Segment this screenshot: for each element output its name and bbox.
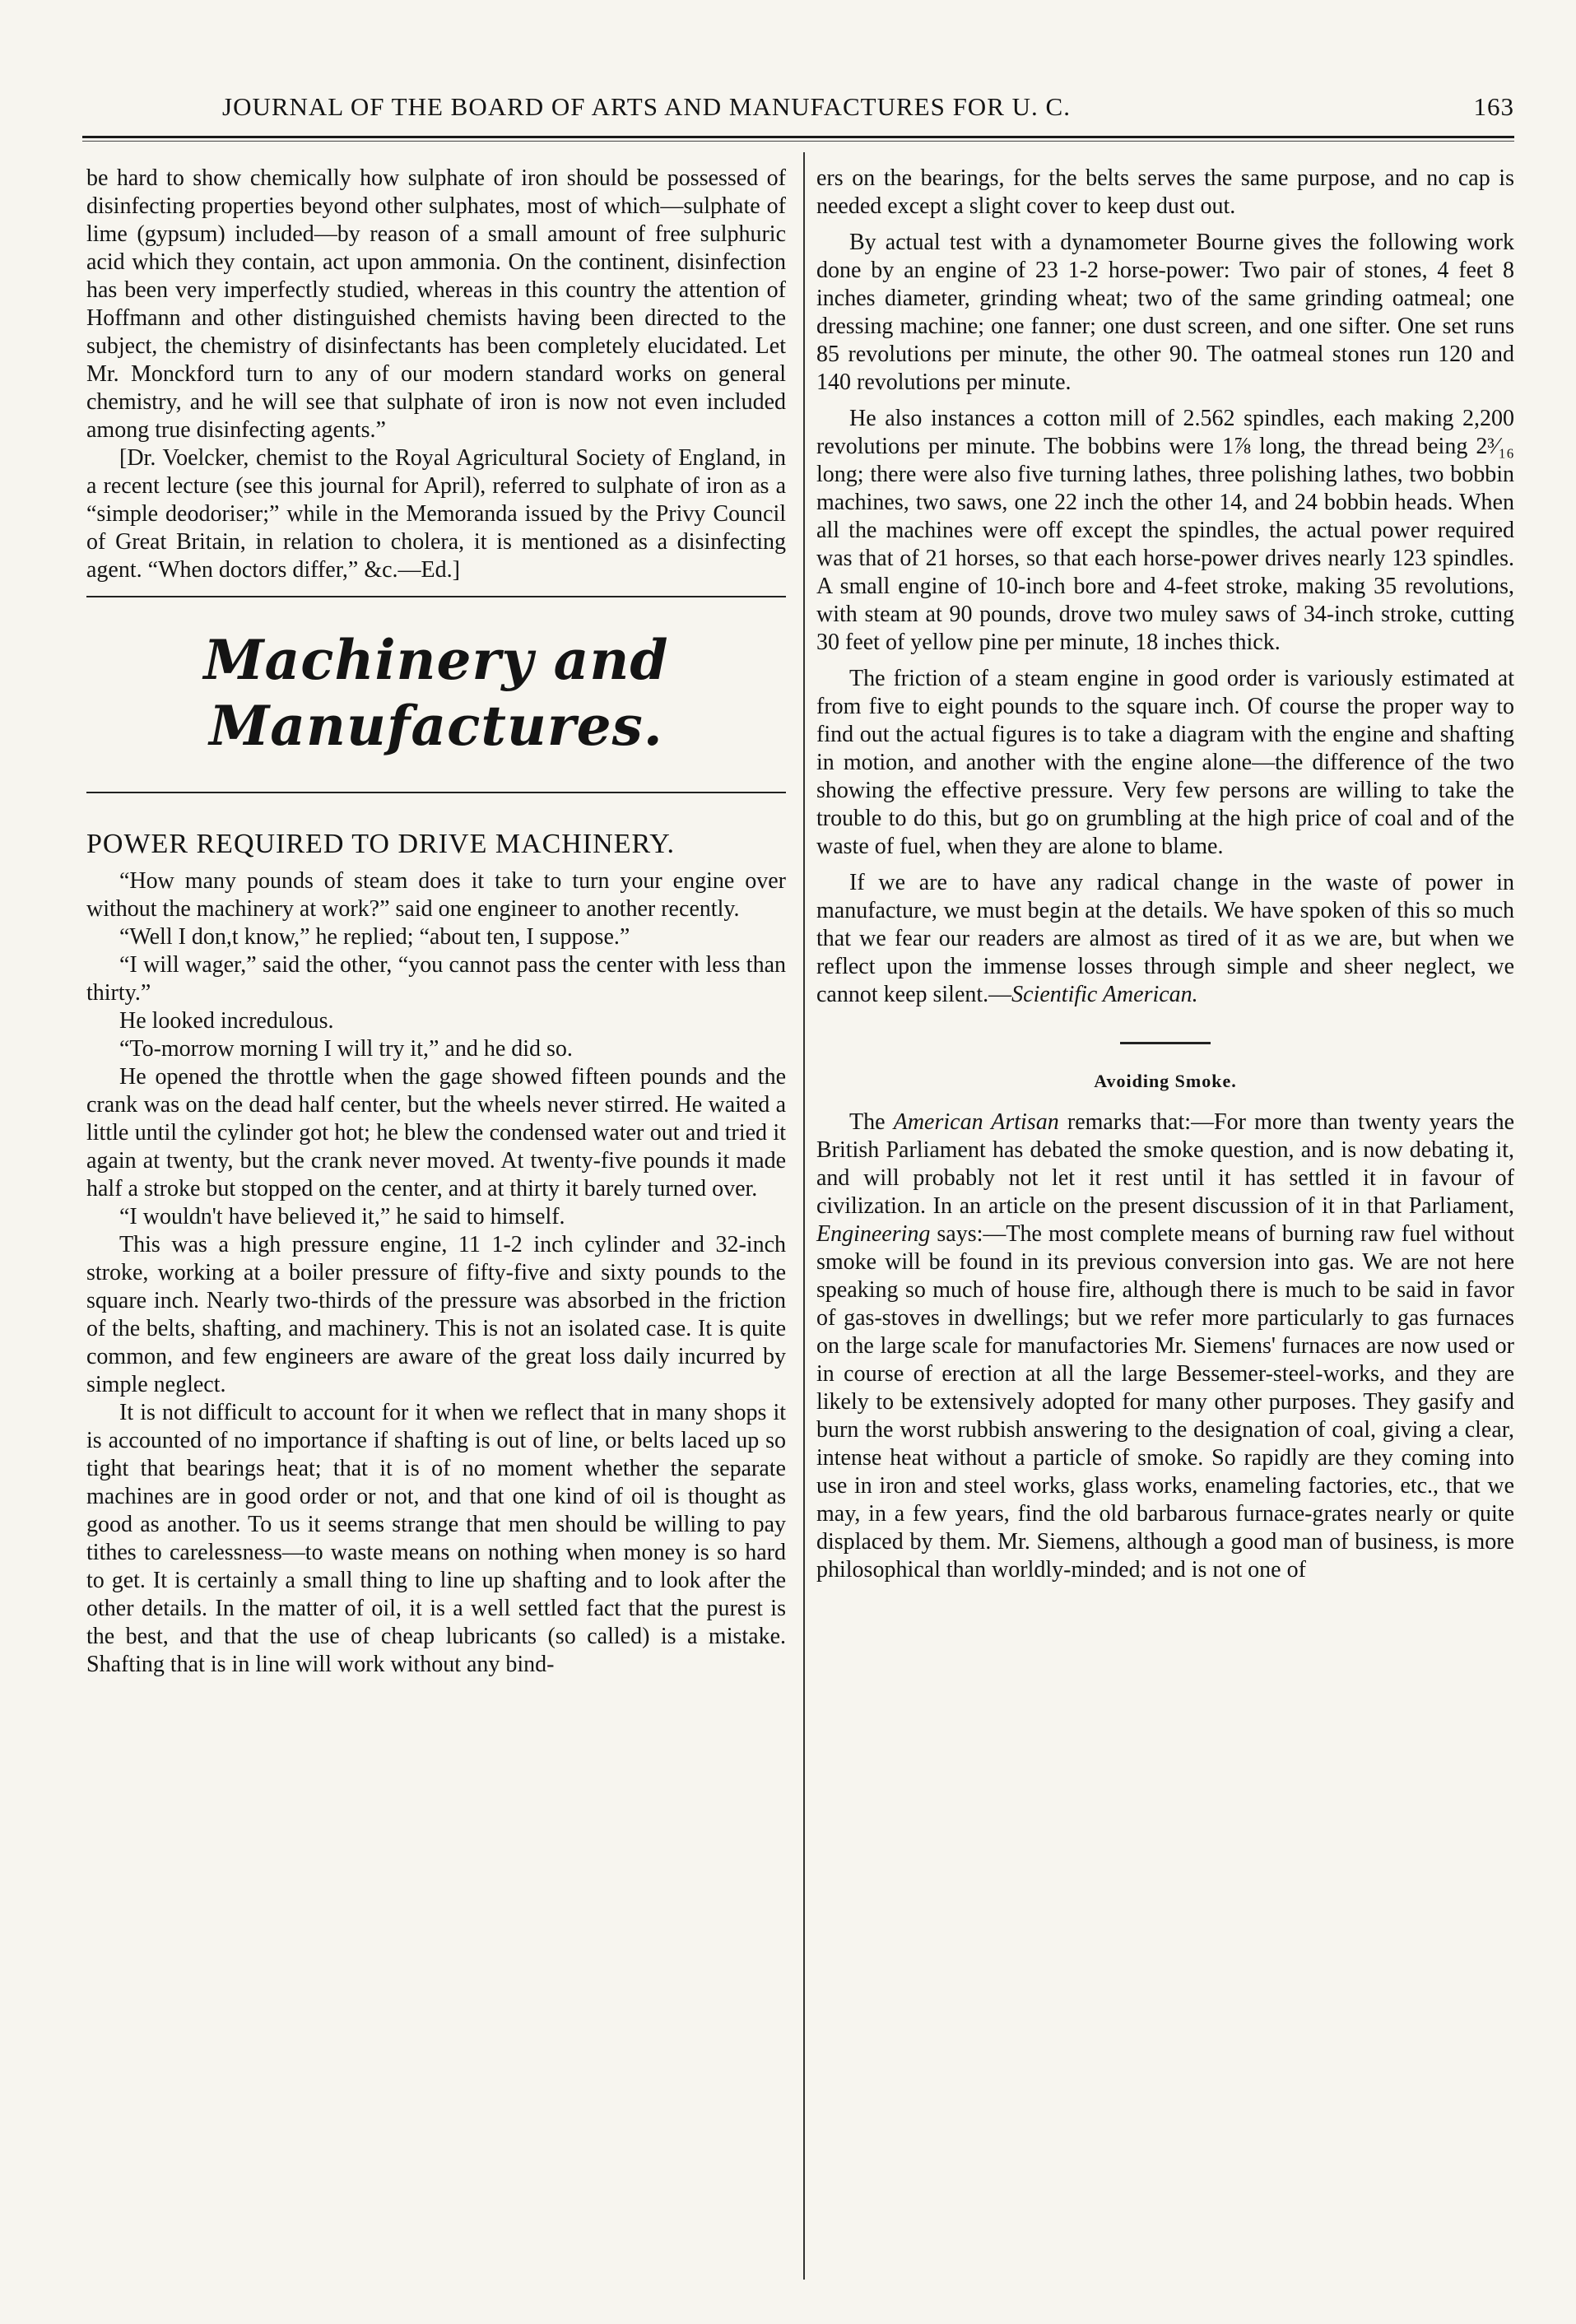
- subheading: Avoiding Smoke.: [1094, 1071, 1237, 1091]
- paragraph: He also instances a cotton mill of 2.562 spindles, each making 2,200 revolutions per minute. The bobbins were 1⅞ long, the thread being 2³⁄₁₆ long; there were also five turning lathes, three polishing lathes, two bobbin machines, two saws, one 22 inch the other 14, and 24 bobbin heads. When all the machines were off except the spindles, the actual power required was that of 21 horses, so that each horse-power drives nearly 123 spindles. A small engine of 10-inch bore and 4-feet stroke, making 35 revolutions, with steam at 90 pounds, drove two muley saws of 34-inch stroke, cutting 30 feet of yellow pine per minute, 18 inches thick.: [816, 406, 1514, 655]
- paragraph: “Well I don,t know,” he replied; “about ten, I suppose.”: [119, 924, 630, 950]
- paragraph: ers on the bearings, for the belts serves the same purpose, and no cap is needed except a slight cover to keep dust out.: [816, 165, 1514, 219]
- left-column: [86, 165, 786, 1679]
- paragraph: “I wouldn't have believed it,” he said to himself.: [119, 1204, 565, 1229]
- paragraph-text: If we are to have any radical change in the waste of power in manufacture, we must begin at the details. We have spoken of this so much that we fear our readers are almost as tired of it as we are, but when we reflect upon the immense losses through simple and sheer neglect, we cannot keep silent.—: [816, 870, 1514, 1007]
- paragraph: “How many pounds of steam does it take to turn your engine over without the machinery at work?” said one engineer to another recently.: [86, 868, 786, 922]
- page-number: 163: [1473, 92, 1514, 121]
- header-rule: [82, 136, 1514, 142]
- publication-name: Engineering: [816, 1221, 931, 1247]
- paragraph: By actual test with a dynamometer Bourne gives the following work done by an engine of 23 1-2 horse-power: Two pair of stones, 4 feet 8 inches diameter, grinding wheat; two of the same grinding oatmeal; one dressing machine; one fanner; one dust screen, and one sifter. One set runs 85 revolutions per minute, the other 90. The oatmeal stones run 120 and 140 revolutions per minute.: [816, 230, 1514, 395]
- text-run: remarks that:—For more than twenty years the British Parliament has debated the smoke question, and is now debating it, and will probably not let it rest until it has settled it in favour of civilization. In an article on the present discussion of it in that Parliament,: [816, 1109, 1515, 1219]
- paragraph: “To-morrow morning I will try it,” and he did so.: [119, 1036, 573, 1062]
- paragraph: He opened the throttle when the gage showed fifteen pounds and the crank was on the dead half center, but the wheels never stirred. He waited a little until the cylinder got hot; he blew the condensed water out and tried it again at twenty, but the crank never moved. At twenty-five pounds it made half a stroke but stopped on the center, and at thirty it barely turned over.: [86, 1064, 786, 1202]
- text-run: The: [849, 1109, 894, 1135]
- paragraph: This was a high pressure engine, 11 1-2 inch cylinder and 32-inch stroke, working at a boiler pressure of fifty-five and sixty pounds to the square inch. Nearly two-thirds of the pressure was absorbed in the friction of the belts, shafting, and machinery. This is not an isolated case. It is quite common, and few engineers are aware of the great loss daily incurred by simple neglect.: [86, 1232, 786, 1397]
- source-credit: Scientific American.: [1011, 982, 1198, 1007]
- short-divider: [1120, 1042, 1211, 1044]
- paragraph: “I will wager,” said the other, “you cannot pass the center with less than thirty.”: [86, 952, 786, 1006]
- paragraph: He looked incredulous.: [119, 1008, 334, 1034]
- editor-note: [Dr. Voelcker, chemist to the Royal Agricultural Society of England, in a recent lecture (see this journal for April), referred to sulphate of iron as a “simple deodoriser;” while in the Memoranda issued by the Privy Council of Great Britain, in relation to cholera, it is mentioned as a disinfecting agent. “When doctors differ,” &c.—Ed.]: [86, 445, 786, 583]
- right-column: [816, 165, 1514, 1584]
- column-divider: [803, 152, 805, 2280]
- divider: [86, 596, 786, 597]
- section-heading: Machinery and Manufactures.: [203, 628, 669, 758]
- journal-title: JOURNAL OF THE BOARD OF ARTS AND MANUFACTURES FOR U. C.: [222, 92, 1071, 121]
- paragraph: [816, 869, 1514, 1009]
- paragraph: [816, 1109, 1514, 1584]
- publication-name: American Artisan: [893, 1109, 1059, 1135]
- paragraph: be hard to show chemically how sulphate of iron should be possessed of disinfecting properties beyond other sulphates, most of which—sulphate of lime (gypsum) included—by reason of a small amount of free sulphuric acid which they contain, act upon ammonia. On the continent, disinfection has been very imperfectly studied, whereas in this country the attention of Hoffmann and other distinguished chemists having been directed to the subject, the chemistry of disinfectants has been completely elucidated. Let Mr. Monckford turn to any of our modern standard works on general chemistry, and he will see that sulphate of iron is now not even included among true disinfecting agents.”: [86, 165, 786, 443]
- paragraph: It is not difficult to account for it when we reflect that in many shops it is accounted of no importance if shafting is out of line, or belts laced up so tight that bearings heat; that it is of no moment whether the separate machines are in good order or not, and that one kind of oil is thought as good as another. To us it seems strange that men should be willing to pay tithes to carelessness—to waste means on nothing when money is so hard to get. It is certainly a small thing to line up shafting and to look after the other details. In the matter of oil, it is a well settled fact that the purest is the best, and that the use of cheap lubricants (so called) is a mistake. Shafting that is in line will work without any bind-: [86, 1400, 786, 1677]
- paragraph: The friction of a steam engine in good order is variously estimated at from five to eight pounds to the square inch. Of course the proper way to find out the actual figures is to take a diagram with the engine and shafting in motion, and another with the engine alone—the difference of the two showing the effective pressure. Very few persons are willing to take the trouble to do this, but go on grumbling at the high price of coal and of the waste of fuel, when they are alone to blame.: [816, 666, 1514, 859]
- article-title: POWER REQUIRED TO DRIVE MACHINERY.: [86, 829, 675, 859]
- divider: [86, 792, 786, 793]
- text-run: says:—The most complete means of burning raw fuel without smoke will be found in its previous conversion into gas. We are not here speaking so much of house fire, although there is much to be said in favor of gas-stoves in dwellings; but we refer more particularly to gas furnaces on the large scale for manufactories Mr. Siemens' furnaces are now used or in course of erection at all the large Bessemer-steel-works, and they are likely to be extensively adopted for many other purposes. They gasify and burn the worst rubbish answering to the designation of coal, giving a clear, intense heat without a particle of smoke. So rapidly are they coming into use in iron and steel works, glass works, enameling factories, etc., that we may, in a few years, find the old barbarous furnace-grates nearly or quite displaced by them. Mr. Siemens, although a good man of business, is more philosophical than worldly-minded; and is not one of: [816, 1221, 1514, 1583]
